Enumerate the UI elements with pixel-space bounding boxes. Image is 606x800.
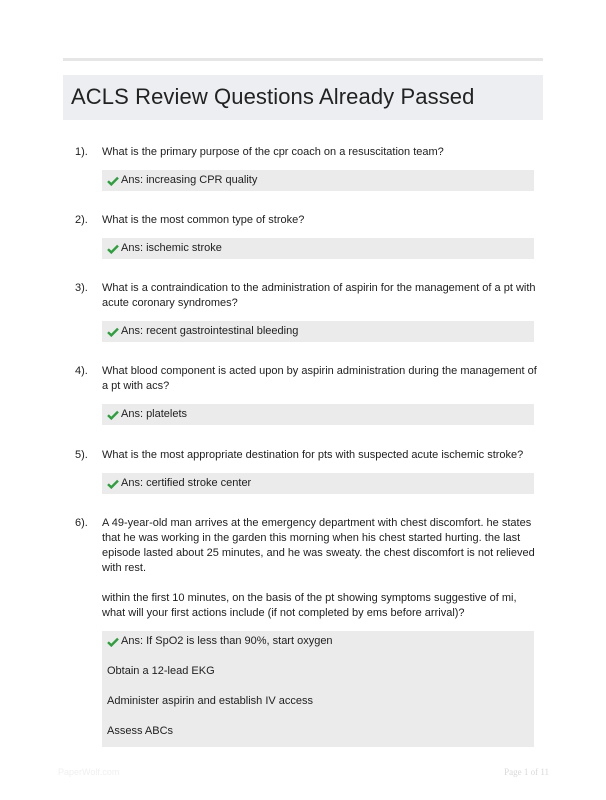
answer-text: Assess ABCs bbox=[107, 725, 174, 737]
document-title: ACLS Review Questions Already Passed bbox=[71, 84, 475, 109]
question-item bbox=[75, 281, 545, 342]
question-number: 6). bbox=[75, 517, 88, 529]
answer-box bbox=[102, 404, 534, 425]
question-number: 4). bbox=[75, 365, 88, 377]
answer-text: Obtain a 12-lead EKG bbox=[107, 665, 215, 677]
answer-text: Ans: ischemic stroke bbox=[121, 242, 222, 254]
question-text: What is the most appropriate destination for pts with suspected acute ischemic stroke? bbox=[102, 449, 524, 461]
check-icon bbox=[107, 244, 119, 254]
question-text: What is the primary purpose of the cpr coach on a resuscitation team? bbox=[102, 146, 444, 158]
question-text: What is a contraindication to the administration of aspirin for the management of a pt with acute coronary syndromes? bbox=[102, 282, 536, 309]
answer-text: Ans: recent gastrointestinal bleeding bbox=[121, 325, 299, 337]
question-number: 3). bbox=[75, 282, 88, 294]
question-text: A 49-year-old man arrives at the emergency department with chest discomfort. he states that he was working in the garden this morning when his chest started hurting. the last episode lasted about 25 minutes, and he was sweaty. the chest discomfort is not relieved with rest. bbox=[102, 517, 535, 574]
question-text: What is the most common type of stroke? bbox=[102, 214, 305, 226]
check-icon bbox=[107, 410, 119, 420]
answer-box bbox=[102, 631, 534, 747]
answer-text: Ans: platelets bbox=[121, 408, 188, 420]
answer-text: Ans: increasing CPR quality bbox=[121, 174, 258, 186]
page-number: Page 1 of 11 bbox=[504, 767, 549, 777]
answer-text: Ans: If SpO2 is less than 90%, start oxygen bbox=[121, 635, 333, 647]
answer-box bbox=[102, 238, 534, 259]
answer-text: Ans: certified stroke center bbox=[121, 477, 252, 489]
check-icon bbox=[107, 637, 119, 647]
check-icon bbox=[107, 327, 119, 337]
question-item bbox=[75, 364, 545, 425]
answer-box bbox=[102, 321, 534, 342]
answer-text: Administer aspirin and establish IV access bbox=[107, 695, 314, 707]
title-banner bbox=[63, 75, 543, 120]
footer-watermark: PaperWolf.com bbox=[58, 767, 120, 777]
question-number: 1). bbox=[75, 146, 88, 158]
question-item bbox=[75, 145, 545, 191]
top-divider bbox=[63, 58, 543, 61]
check-icon bbox=[107, 176, 119, 186]
check-icon bbox=[107, 479, 119, 489]
question-item bbox=[75, 516, 545, 747]
question-text: What blood component is acted upon by aspirin administration during the management of a pt with acs? bbox=[102, 365, 537, 392]
answer-box bbox=[102, 170, 534, 191]
question-item bbox=[75, 213, 545, 259]
question-item bbox=[75, 448, 545, 494]
question-number: 2). bbox=[75, 214, 88, 226]
answer-box bbox=[102, 473, 534, 494]
question-text: within the first 10 minutes, on the basis of the pt showing symptoms suggestive of mi, what will your first actions include (if not completed by ems before arrival)? bbox=[102, 592, 517, 619]
question-number: 5). bbox=[75, 449, 88, 461]
